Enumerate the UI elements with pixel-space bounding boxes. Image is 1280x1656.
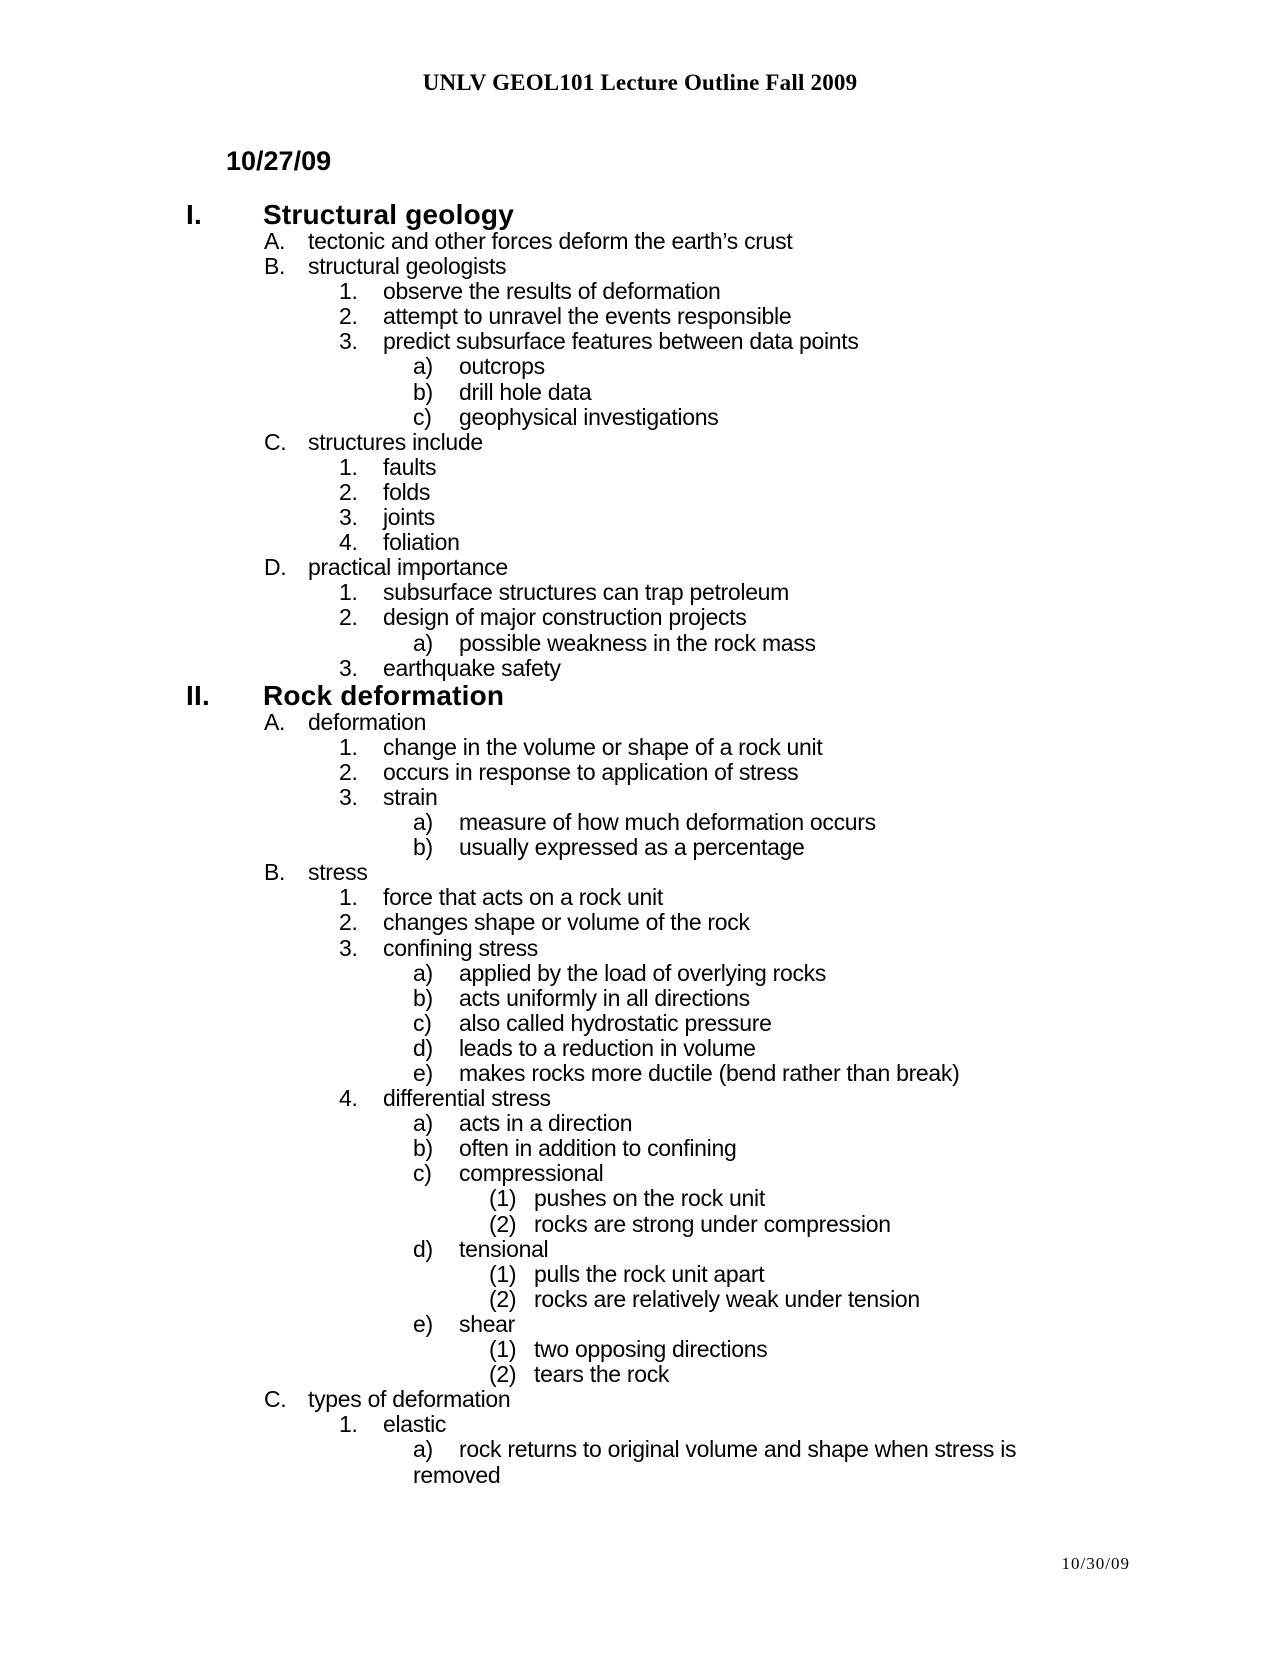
outline-item <box>0 760 1280 785</box>
item-marker: a) <box>413 353 433 380</box>
item-text: tensional <box>459 1235 549 1262</box>
outline-item <box>0 329 1280 354</box>
section-title: Rock deformation <box>263 679 505 711</box>
outline-item <box>0 785 1280 810</box>
item-marker: 3. <box>339 504 358 531</box>
item-marker: 1. <box>339 733 358 760</box>
item-marker: e) <box>413 1310 433 1337</box>
outline-item <box>0 279 1280 304</box>
item-marker: 2. <box>339 758 358 785</box>
outline-item <box>0 986 1280 1011</box>
item-marker: 3. <box>339 654 358 681</box>
outline-item <box>0 530 1280 555</box>
section-number: I. <box>186 199 202 230</box>
item-text: rocks are relatively weak under tension <box>534 1285 920 1312</box>
item-marker: A. <box>264 708 286 735</box>
section-heading <box>0 200 1280 229</box>
lecture-outline <box>0 200 1280 1488</box>
item-marker: 1. <box>339 579 358 606</box>
outline-item <box>0 1186 1280 1211</box>
item-marker: a) <box>413 1110 433 1137</box>
item-text: joints <box>383 504 435 531</box>
item-marker: (2) <box>489 1285 517 1312</box>
item-marker: 3. <box>339 783 358 810</box>
outline-item <box>0 505 1280 530</box>
item-text: deformation <box>308 708 427 735</box>
item-marker: (1) <box>489 1336 517 1363</box>
outline-item <box>0 430 1280 455</box>
outline-item <box>0 1387 1280 1412</box>
item-text: usually expressed as a percentage <box>459 834 805 861</box>
item-marker: B. <box>264 253 286 280</box>
item-marker: (1) <box>489 1185 517 1212</box>
item-text: faults <box>383 453 437 480</box>
item-marker: (2) <box>489 1361 517 1388</box>
item-marker: e) <box>413 1060 433 1086</box>
item-text: attempt to unravel the events responsible <box>383 303 792 330</box>
item-marker: b) <box>413 378 433 405</box>
item-marker: a) <box>413 1436 433 1463</box>
item-text: pushes on the rock unit <box>534 1185 765 1212</box>
item-text: strain <box>383 783 438 810</box>
item-marker: 3. <box>339 328 358 355</box>
outline-item <box>0 1161 1280 1186</box>
item-text: practical importance <box>308 554 508 581</box>
item-marker: d) <box>413 1235 433 1262</box>
item-text: pulls the rock unit apart <box>534 1260 765 1287</box>
item-marker: B. <box>264 859 286 886</box>
item-text: foliation <box>383 529 460 556</box>
outline-item <box>0 885 1280 910</box>
outline-item <box>0 656 1280 681</box>
outline-item <box>0 229 1280 254</box>
item-text: subsurface structures can trap petroleum <box>383 579 790 606</box>
item-marker: 1. <box>339 278 358 305</box>
outline-item <box>0 1237 1280 1262</box>
item-text: folds <box>383 478 431 505</box>
outline-item <box>0 936 1280 961</box>
item-text: two opposing directions <box>534 1336 768 1363</box>
item-text: elastic <box>383 1411 447 1438</box>
outline-item <box>0 710 1280 735</box>
item-marker: 4. <box>339 529 358 556</box>
item-text: measure of how much deformation occurs <box>459 809 876 836</box>
item-text: often in addition to confining <box>459 1135 737 1162</box>
outline-item <box>0 455 1280 480</box>
outline-item <box>0 580 1280 605</box>
item-marker: c) <box>413 1160 432 1187</box>
item-text: predict subsurface features between data points <box>383 328 859 355</box>
outline-item <box>0 1061 1280 1086</box>
outline-item <box>0 810 1280 835</box>
item-marker: a) <box>413 629 433 656</box>
item-marker: b) <box>413 984 433 1011</box>
item-marker: 1. <box>339 453 358 480</box>
item-marker: 4. <box>339 1085 358 1112</box>
outline-item <box>0 1111 1280 1136</box>
item-marker: 2. <box>339 303 358 330</box>
outline-item <box>0 1086 1280 1111</box>
outline-item <box>0 380 1280 405</box>
item-text: occurs in response to application of stress <box>383 758 799 785</box>
item-text: possible weakness in the rock mass <box>459 629 816 656</box>
item-text: confining stress <box>383 934 538 961</box>
item-text: design of major construction projects <box>383 604 747 631</box>
item-text: tears the rock <box>534 1361 670 1388</box>
item-text: shear <box>459 1310 516 1337</box>
outline-item <box>0 254 1280 279</box>
item-marker: 1. <box>339 884 358 911</box>
item-text: changes shape or volume of the rock <box>383 909 750 936</box>
outline-item <box>0 405 1280 430</box>
item-text: also called hydrostatic pressure <box>459 1009 772 1036</box>
outline-item <box>0 1337 1280 1362</box>
item-text: compressional <box>459 1160 604 1187</box>
outline-item <box>0 605 1280 630</box>
item-marker: D. <box>264 554 287 581</box>
footer-date: 10/30/09 <box>1061 1554 1130 1573</box>
item-marker: C. <box>264 428 287 455</box>
outline-item <box>0 555 1280 580</box>
outline-item-continuation <box>0 1463 1280 1488</box>
item-marker: (2) <box>489 1210 517 1237</box>
item-marker: c) <box>413 1009 432 1036</box>
item-text: makes rocks more ductile (bend rather than break) <box>459 1060 960 1086</box>
item-marker: b) <box>413 834 433 861</box>
item-text: differential stress <box>383 1085 551 1112</box>
outline-item <box>0 735 1280 760</box>
item-text: structures include <box>308 428 483 455</box>
item-text: stress <box>308 859 368 886</box>
item-text: types of deformation <box>308 1386 511 1413</box>
item-marker: c) <box>413 403 432 430</box>
outline-item <box>0 1362 1280 1387</box>
item-marker: b) <box>413 1135 433 1162</box>
outline-item <box>0 910 1280 935</box>
item-marker: A. <box>264 228 286 254</box>
outline-item <box>0 1312 1280 1337</box>
lecture-date: 10/27/09 <box>226 146 332 176</box>
item-text: acts uniformly in all directions <box>459 984 750 1011</box>
outline-item <box>0 1412 1280 1437</box>
item-marker: a) <box>413 959 433 986</box>
item-marker: 2. <box>339 604 358 631</box>
outline-item <box>0 1437 1280 1462</box>
outline-item <box>0 1287 1280 1312</box>
item-text: rock returns to original volume and shape when stress is <box>459 1436 1017 1463</box>
outline-item <box>0 1262 1280 1287</box>
outline-item <box>0 480 1280 505</box>
item-text: earthquake safety <box>383 654 561 681</box>
section-title: Structural geology <box>263 199 514 230</box>
item-marker: d) <box>413 1034 433 1061</box>
item-text: change in the volume or shape of a rock unit <box>383 733 823 760</box>
item-marker: 2. <box>339 909 358 936</box>
item-text: drill hole data <box>459 378 592 405</box>
outline-item <box>0 1011 1280 1036</box>
outline-item <box>0 1212 1280 1237</box>
item-text: tectonic and other forces deform the earth’s crust <box>308 228 793 254</box>
outline-item <box>0 961 1280 986</box>
item-text: force that acts on a rock unit <box>383 884 663 911</box>
item-marker: (1) <box>489 1260 517 1287</box>
item-text: rocks are strong under compression <box>534 1210 891 1237</box>
item-text: observe the results of deformation <box>383 278 721 305</box>
outline-item <box>0 860 1280 885</box>
outline-item <box>0 354 1280 379</box>
section-number: II. <box>186 679 210 711</box>
section-heading <box>0 681 1280 710</box>
outline-item <box>0 1136 1280 1161</box>
item-text: outcrops <box>459 353 545 380</box>
item-marker: a) <box>413 809 433 836</box>
outline-item <box>0 1036 1280 1061</box>
item-text: acts in a direction <box>459 1110 633 1137</box>
item-text: removed <box>413 1461 501 1488</box>
item-marker: C. <box>264 1386 287 1413</box>
outline-item <box>0 304 1280 329</box>
outline-item <box>0 631 1280 656</box>
item-text: geophysical investigations <box>459 403 719 430</box>
item-marker: 2. <box>339 478 358 505</box>
item-marker: 1. <box>339 1411 358 1438</box>
page-header: UNLV GEOL101 Lecture Outline Fall 2009 <box>422 70 858 95</box>
outline-item <box>0 835 1280 860</box>
item-text: applied by the load of overlying rocks <box>459 959 827 986</box>
item-text: leads to a reduction in volume <box>459 1034 756 1061</box>
item-text: structural geologists <box>308 253 507 280</box>
item-marker: 3. <box>339 934 358 961</box>
